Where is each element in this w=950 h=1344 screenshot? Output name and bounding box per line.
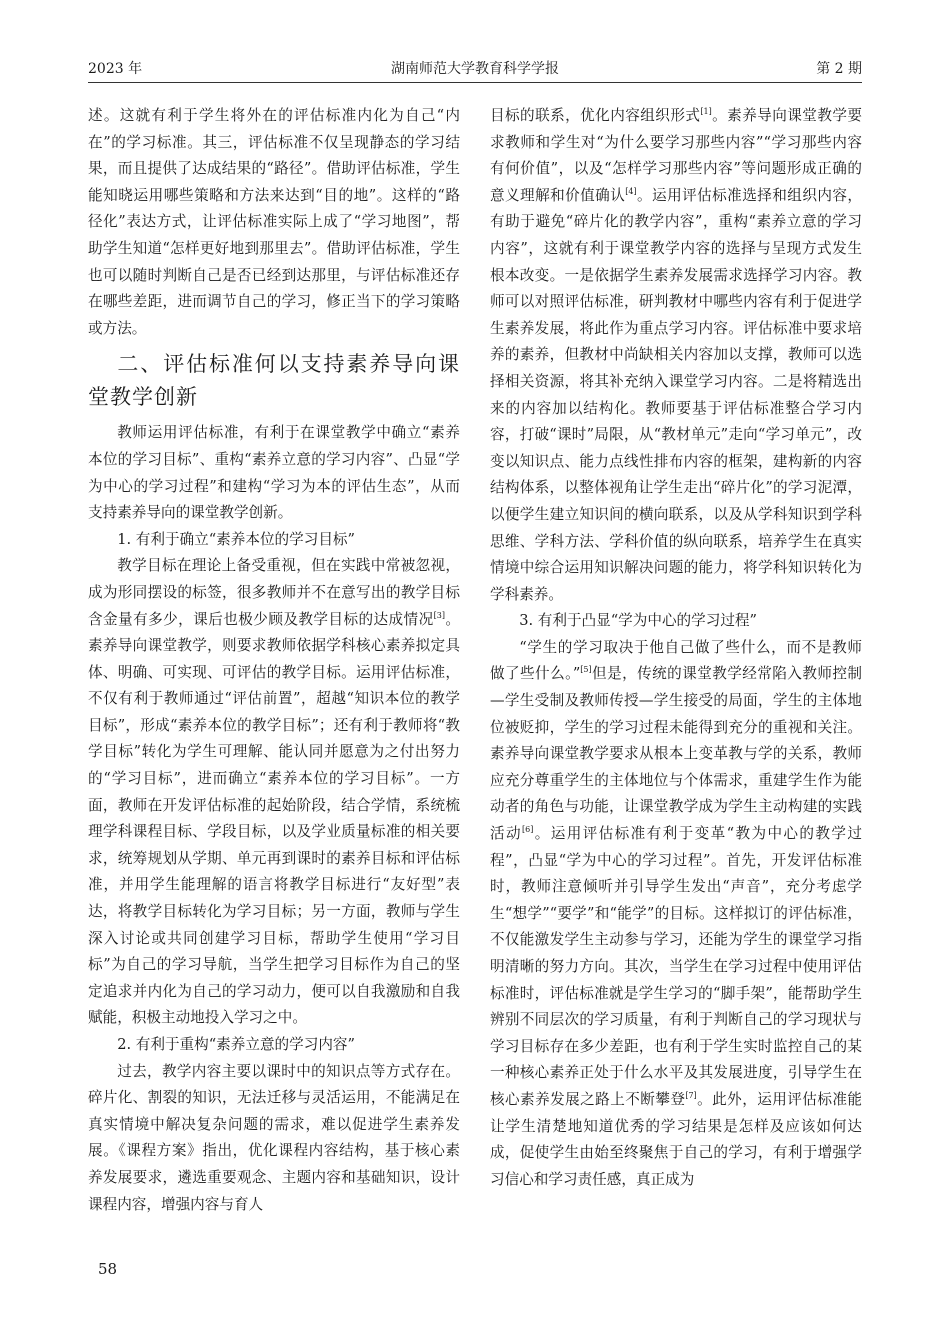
paragraph-intro: 教师运用评估标准，有利于在课堂教学中确立“素养本位的学习目标”、重构“素养立意的学习内容”、凸显“学为中心的学习过程”和建构“学习为本的评估生态”，从而支持素养导向的课堂教学创新。 (88, 424, 460, 522)
paragraph-content: 过去，教学内容主要以课时中的知识点等方式存在。碎片化、割裂的知识，无法迁移与灵活运用，不能满足在真实情境中解决复杂问题的需求，难以促进学生素养发展。《课程方案》指出，优化课程内容结构，基于核心素养发展要求，遴选重要观念、主题内容和基础知识，设计课程内容，增强内容与育人 (88, 1062, 460, 1213)
paragraph-continued: 述。这就有利于学生将外在的评估标准内化为自己“内在”的学习标准。其三，评估标准不仅呈现静态的学习结果，而且提供了达成结果的“路径”。借助评估标准，学生能知晓运用哪些策略和方法来达到“目的地”。这样的“路径化”表达方式，让评估标准实际上成了“学习地图”，帮助学生知道“怎样更好地到那里去”。借助评估标准，学生也可以随时判断自己是否已经到达那里，与评估标准还存在哪些差距，进而调节自己的学习，修正当下的学习策略或方法。 (88, 107, 460, 337)
subsection-heading-1: 1. 有利于确立“素养本位的学习目标” (117, 530, 355, 548)
text-run: 目标的联系，优化内容组织形式 (490, 107, 701, 124)
subsection-heading-2: 2. 有利于重构“素养立意的学习内容” (117, 1036, 355, 1053)
right-column (490, 103, 862, 1193)
citation-ref: [4] (625, 186, 637, 196)
citation-ref: [7] (685, 1091, 697, 1101)
header-year: 2023 年 (88, 61, 143, 77)
paragraph-continued (490, 103, 862, 608)
text-run: 。运用评估标准有利于变革“教为中心的教学过程”，凸显“学为中心的学习过程”。首先，开发评估标准时，教师注意倾听并引导学生发出“声音”，充分考虑学生“想学”“要学”和“能学”的目标。这样拟订的评估标准，不仅能激发学生主动参与学习，还能为学生的课堂学习指明清晰的努力方向。其次，当学生在学习过程中使用评估标准时，评估标准就是学生学习的“脚手架”，能帮助学生辨别不同层次的学习质量，有利于判断自己的学习现状与学习目标存在多少差距，也有利于学生实时监控自己的某一种核心素养正处于什么水平及其发展进度，引导学生在核心素养发展之路上不断攀登 (490, 825, 862, 1108)
text-run: “学生的学习取决于他自己做了些什么，而不是教师做了些什么。” (490, 638, 862, 683)
paragraph-process (490, 635, 862, 1193)
citation-ref: [6] (521, 825, 534, 835)
text-run: 。素养导向课堂教学要求教师和学生对“为什么要学习那些内容”“学习那些内容有何价值”，以及“怎样学习那些内容”等问题形成正确的意义理解和价值确认 (490, 107, 862, 204)
header-issue: 第 2 期 (816, 61, 862, 77)
header-journal-title: 湖南师范大学教育科学学报 (391, 61, 559, 77)
citation-ref: [5] (580, 665, 592, 675)
text-run: 教学目标在理论上备受重视，但在实践中常被忽视，成为形同摆设的标签，很多教师并不在意写出的教学目标含金量有多少，课后也极少顾及教学目标的达成情况 (88, 557, 460, 628)
text-run: 。运用评估标准选择和组织内容，有助于避免“碎片化的教学内容”，重构“素养立意的学习内容”，这就有利于课堂教学内容的选择与呈现方式发生根本改变。一是依据学生素养发展需求选择学习内容。教师可以对照评估标准，研判教材中哪些内容有利于促进学生素养发展，将此作为重点学习内容。评估标准中要求培养的素养，但教材中尚缺相关内容加以支撑，教师可以选择相关资源，将其补充纳入课堂学习内容。二是将精选出来的内容加以结构化。教师要基于评估标准整合学习内容，打破“课时”局限，从“教材单元”走向“学习单元”，改变以知识点、能力点线性排布内容的框架，建构新的内容结构体系，以整体视角让学生走出“碎片化”的学习泥潭，以便学生建立知识间的横向联系，以及从学科知识到学科思维、学科方法、学科价值的纵向联系，培养学生在真实情境中综合运用知识解决问题的能力，将学科知识转化为学科素养。 (490, 186, 862, 603)
text-run: 。此外，运用评估标准能让学生清楚地知道优秀的学习结果是怎样及应该如何达成，促使学生由始至终聚焦于自己的学习，有利于增强学习信心和学习责任感，真正成为 (490, 1090, 862, 1188)
citation-ref: [3] (433, 610, 445, 620)
text-run: 。素养导向课堂教学，则要求教师依据学科核心素养拟定具体、明确、可实现、可评估的教学目标。运用评估标准，不仅有利于教师通过“评估前置”，超越“知识本位的教学目标”，形成“素养本位的教学目标”；还有利于教师将“教学目标”转化为学生可理解、能认同并愿意为之付出努力的“学习目标”，进而确立“素养本位的学习目标”。一方面，教师在开发评估标准的起始阶段，结合学情，系统梳理学科课程目标、学段目标，以及学业质量标准的相关要求，统筹规划从学期、单元再到课时的素养目标和评估标准，并用学生能理解的语言将教学目标进行“友好型”表达，将教学目标转化为学习目标；另一方面，教师与学生深入讨论或共同创建学习目标，帮助学生使用“学习目标”为自己的学习导航，当学生把学习目标作为自己的坚定追求并内化为自己的学习动力，便可以自我激励和自我赋能，积极主动地投入学习之中。 (88, 610, 460, 1027)
page-number: 58 (98, 1260, 118, 1278)
left-column (88, 103, 460, 1218)
subsection-heading-3: 3. 有利于凸显“学为中心的学习过程” (519, 612, 757, 630)
section-heading: 二、评估标准何以支持素养导向课堂教学创新 (88, 352, 460, 410)
text-run: 但是，传统的课堂教学经常陷入教师控制—学生受制及教师传授—学生接受的局面，学生的主体地位被贬抑，学生的学习过程未能得到充分的重视和关注。素养导向课堂教学要求从根本上变革教与学的关系，教师应充分尊重学生的主体地位与个体需求，重建学生作为能动者的角色与功能，让课堂教学成为学生主动构建的实践活动 (490, 665, 862, 843)
paragraph-goals (88, 553, 460, 1032)
running-header (88, 52, 862, 83)
citation-ref: [1] (700, 107, 712, 117)
